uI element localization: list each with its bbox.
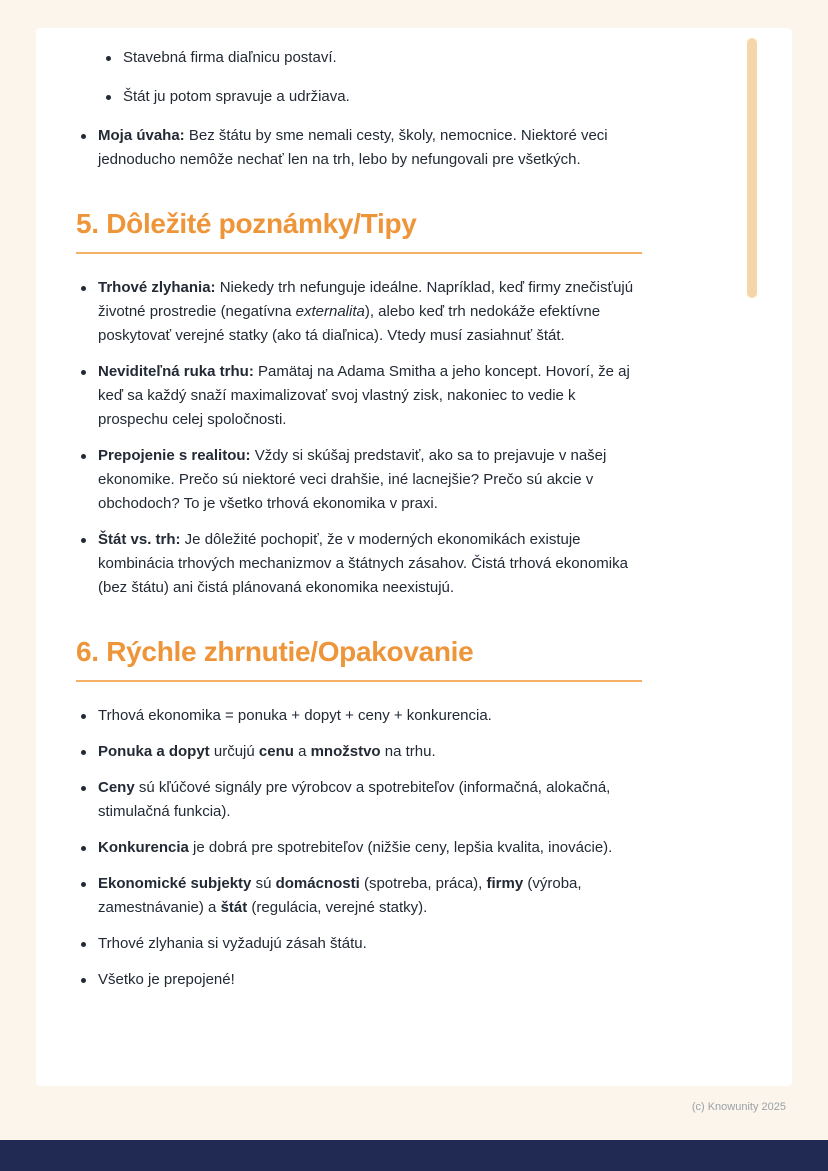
list-item: Štát vs. trh: Je dôležité pochopiť, že v moderných ekonomikách existuje kombinácia trhových mechanizmov a štátnych zásahov. Čistá trhová ekonomika (bez štátu) ani čistá plánovaná ekonomika neexistujú.: [76, 528, 642, 600]
list-item: Trhové zlyhania: Niekedy trh nefunguje ideálne. Napríklad, keď firmy znečisťujú životné prostredie (negatívna externalita), alebo keď trh nedokáže efektívne poskytovať verejné statky (ako tá diaľnica). Vtedy musí zasiahnuť štát.: [76, 276, 642, 348]
list-item: Štát ju potom spravuje a udržiava.: [101, 85, 642, 109]
page-content: [76, 46, 642, 992]
document-page: [36, 28, 792, 1086]
list-item: Stavebná firma diaľnicu postaví.: [101, 46, 642, 70]
section-heading-5: 5. Dôležité poznámky/Tipy: [76, 208, 417, 239]
list-item: Ponuka a dopyt určujú cenu a množstvo na trhu.: [76, 740, 642, 764]
section-6-list: [76, 704, 642, 992]
list-item: Všetko je prepojené!: [76, 968, 642, 992]
copyright-footer: (c) Knowunity 2025: [691, 1101, 786, 1113]
list-item: Neviditeľná ruka trhu: Pamätaj na Adama Smitha a jeho koncept. Hovorí, že aj keď sa každý snaží maximalizovať svoj vlastný zisk, nakoniec to vedie k prospechu celej spoločnosti.: [76, 360, 642, 432]
list-item: Prepojenie s realitou: Vždy si skúšaj predstaviť, ako sa to prejavuje v našej ekonomike. Prečo sú niektoré veci drahšie, iné lacnejšie? Prečo sú akcie v obchodoch? To je všetko trhová ekonomika v praxi.: [76, 444, 642, 516]
list-item: Ekonomické subjekty sú domácnosti (spotreba, práca), firmy (výroba, zamestnávanie) a štát (regulácia, verejné statky).: [76, 872, 642, 920]
list-item: Trhová ekonomika = ponuka + dopyt + ceny + konkurencia.: [76, 704, 642, 728]
list-item: Moja úvaha: Bez štátu by sme nemali cesty, školy, nemocnice. Niektoré veci jednoducho nemôže nechať len na trh, lebo by nefungovali pre všetkých.: [76, 124, 642, 172]
bottom-bar: [0, 1140, 828, 1171]
section-heading-6: 6. Rýchle zhrnutie/Opakovanie: [76, 636, 474, 667]
section-divider: [76, 680, 642, 682]
list-item: Ceny sú kľúčové signály pre výrobcov a spotrebiteľov (informačná, alokačná, stimulačná funkcia).: [76, 776, 642, 824]
section-divider: [76, 252, 642, 254]
section-5-list: [76, 276, 642, 600]
list-item: Konkurencia je dobrá pre spotrebiteľov (nižšie ceny, lepšia kvalita, inovácie).: [76, 836, 642, 860]
list-item: Trhové zlyhania si vyžadujú zásah štátu.: [76, 932, 642, 956]
scrollbar-thumb[interactable]: [747, 38, 757, 298]
notes-list: [76, 46, 642, 172]
